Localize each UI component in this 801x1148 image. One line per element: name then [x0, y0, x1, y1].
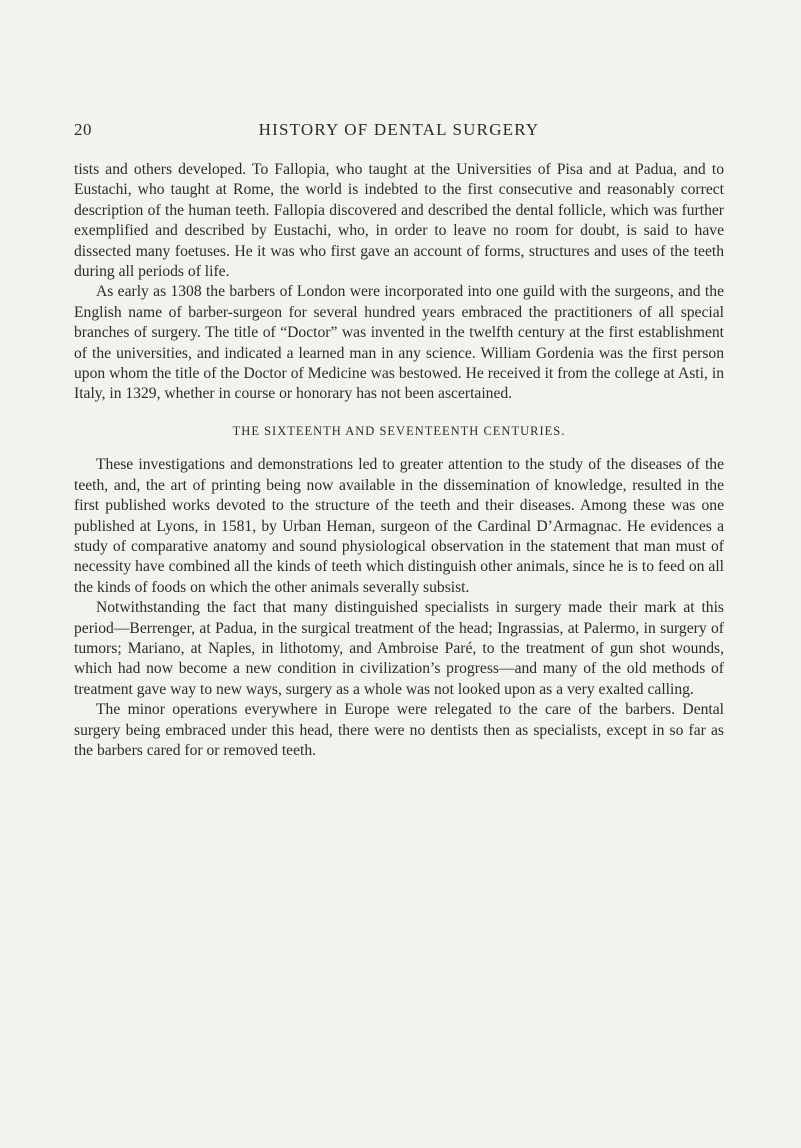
paragraph: As early as 1308 the barbers of London were incorporated into one guild with the surgeons, and the English name of barber-surgeon for several hundred years embraced the practitioners of all special branches of surgery. The title of “Doctor” was invented in the twelfth century at the first establishment of the universities, and indicated a learned man in any science. William Gordenia was the first person upon whom the title of the Doctor of Medicine was bestowed. He received it from the college at Asti, in Italy, in 1329, whether in course or honorary has not been ascertained.	[74, 283, 724, 403]
paragraph: tists and others developed. To Fallopia, who taught at the Universities of Pisa and at Padua, and to Eustachi, who taught at Rome, the world is indebted to the first consecutive and reasonably correct description of the human teeth. Fallopia discovered and described the dental follicle, which was further exemplified and described by Eustachi, who, in order to leave no room for doubt, is said to have dissected many foetuses. He it was who first gave an account of forms, structures and uses of the teeth during all periods of life.	[74, 161, 724, 281]
paragraph: These investigations and demonstrations led to greater attention to the study of the diseases of the teeth, and, the art of printing being now available in the dissemination of knowledge, resulted in the first published works devoted to the structure of the teeth and their diseases. Among these was one published at Lyons, in 1581, by Urban Heman, surgeon of the Cardinal D’Armagnac. He evidences a study of comparative anatomy and sound physiological observation in the statement that man must of necessity have combined all the kinds of teeth which distinguish other animals, since he is to feed on all the kinds of foods on which the other animals severally subsist.	[74, 456, 724, 596]
paragraph: The minor operations everywhere in Europe were relegated to the care of the barbers. Dental surgery being embraced under this head, there were no dentists then as specialists, except in so far as the barbers cared for or removed teeth.	[74, 701, 724, 759]
running-title: HISTORY OF DENTAL SURGERY	[258, 120, 540, 139]
page-number: 20	[74, 120, 92, 139]
body-text	[74, 160, 724, 761]
paragraph: Notwithstanding the fact that many distinguished specialists in surgery made their mark at this period—Berrenger, at Padua, in the surgical treatment of the head; Ingrassias, at Palermo, in surgery of tumors; Mariano, at Naples, in lithotomy, and Ambroise Paré, to the treatment of gun shot wounds, which had now become a new condition in civilization’s progress—and many of the old methods of treatment gave way to new ways, surgery as a whole was not looked upon as a very exalted calling.	[74, 599, 724, 698]
page-header	[74, 120, 724, 146]
section-heading: THE SIXTEENTH AND SEVENTEENTH CENTURIES.	[232, 423, 566, 438]
